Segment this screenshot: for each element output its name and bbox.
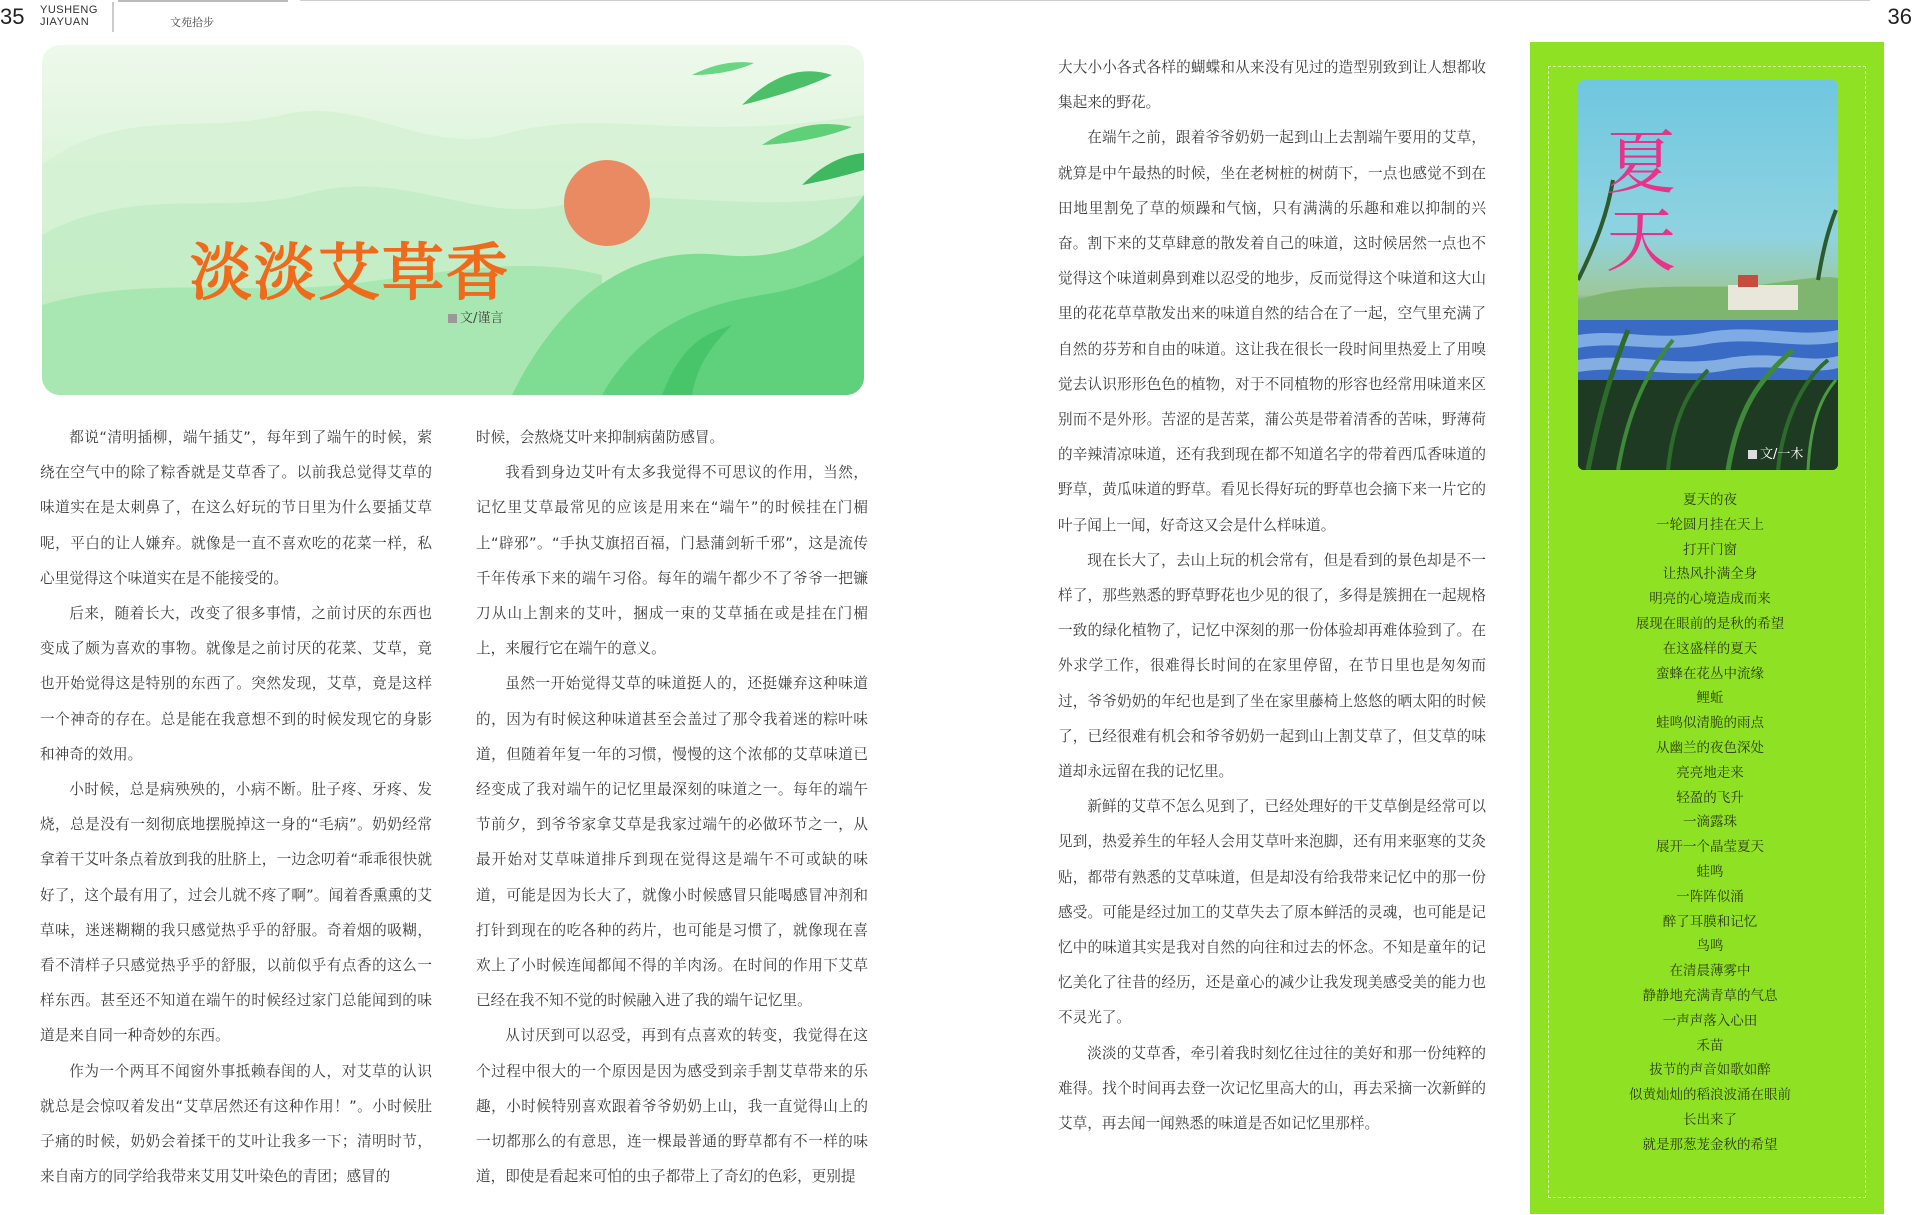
poem-title-char: 夏 bbox=[1606, 122, 1676, 204]
poem-line: 就是那葱茏金秋的希望 bbox=[1642, 1136, 1778, 1153]
poem-line: 长出来了 bbox=[1683, 1111, 1737, 1128]
paragraph-continued: 时候，会熬烧艾叶来抑制病菌防感冒。 bbox=[476, 429, 725, 446]
poem-line: 亮亮地走来 bbox=[1676, 764, 1744, 781]
article-title: 淡淡艾草香 bbox=[190, 236, 511, 309]
magazine-name-line1: YUSHENG bbox=[40, 4, 98, 16]
section-tag: 文苑拾步 bbox=[170, 16, 214, 29]
poem-line: 明亮的心境造成而来 bbox=[1649, 591, 1771, 608]
paragraph: 作为一个两耳不闻窗外事抵赖春闺的人，对艾草的认识就总是会惊叹着发出“艾草居然还有这种作用！”。小时候肚子痛的时候，奶奶会着揉干的艾叶让我多一下；清明时节，来自南方的同学给我带来艾用艾叶染色的青团；感冒的 bbox=[40, 1062, 432, 1186]
paragraph: 淡淡的艾草香，牵引着我时刻忆往过往的美好和那一份纯粹的难得。找个时间再去登一次记忆里高大的山，再去采摘一次新鲜的艾草，再去闻一闻熟悉的味道是否如记忆里那样。 bbox=[1058, 1044, 1486, 1133]
poem-line: 拔节的声音如歌如醉 bbox=[1649, 1062, 1771, 1079]
paragraph: 虽然一开始觉得艾草的味道挺人的，还挺嫌弃这种味道的，因为有时候这种味道甚至会盖过了那令我着迷的粽叶味道，但随着年复一年的习惯，慢慢的这个浓郁的艾草味道已经变成了我对端午的记忆里最深刻的味道之一。每年的端午节前夕，到爷爷家拿艾草是我家过端午的必做环节之一，从最开始对艾草味道排斥到现在觉得这是端午不可或缺的味道，可能是因为长大了，就像小时候感冒只能喝感冒冲剂和打针到现在的吃各种的药片，也可能是习惯了，就像现在喜欢上了小时候连闻都闻不得的羊肉汤。在时间的作用下艾草已经在我不知不觉的时候融入进了我的端午记忆里。 bbox=[476, 675, 868, 1010]
poem-line: 让热风扑满全身 bbox=[1662, 566, 1758, 583]
poem-byline-text: 文/一木 bbox=[1760, 447, 1804, 462]
page-number-right: 36 bbox=[1887, 4, 1912, 29]
magazine-name-line2: JIAYUAN bbox=[40, 16, 90, 28]
poem-line: 一阵阵似涌 bbox=[1676, 888, 1744, 905]
poem-line: 一滴露珠 bbox=[1683, 814, 1737, 831]
paragraph-continued: 大大小小各式各样的蝴蝶和从来没有见过的造型别致到让人想都收集起来的野花。 bbox=[1058, 59, 1486, 112]
poem-title bbox=[1606, 124, 1676, 280]
poem-line: 鸟鸣 bbox=[1696, 938, 1724, 955]
poem-line: 夏天的夜 bbox=[1683, 492, 1737, 508]
header-rule-left bbox=[118, 0, 288, 2]
poem-line: 一轮圆月挂在天上 bbox=[1656, 516, 1764, 533]
poem-line: 展现在眼前的是秋的希望 bbox=[1635, 615, 1785, 632]
poem-line: 蛙鸣似清脆的雨点 bbox=[1656, 715, 1764, 732]
poem-line: 似黄灿灿的稻浪波涌在眼前 bbox=[1629, 1087, 1791, 1104]
poem-line: 轻盈的飞升 bbox=[1676, 789, 1744, 806]
poem-line: 禾苗 bbox=[1696, 1037, 1724, 1054]
header-divider bbox=[112, 2, 114, 32]
poem-byline bbox=[1748, 443, 1803, 462]
article-column-3 bbox=[1058, 50, 1486, 1141]
poem-line: 打开门窗 bbox=[1683, 541, 1737, 558]
poem-line: 在清晨薄雾中 bbox=[1669, 963, 1751, 980]
poem-line: 蛮蜂在花丛中流缘 bbox=[1656, 665, 1764, 682]
poem-line: 醉了耳膜和记忆 bbox=[1662, 913, 1758, 930]
poem-line: 蛙鸣 bbox=[1696, 863, 1724, 880]
byline-square-icon bbox=[1748, 450, 1757, 459]
banner-illustration bbox=[42, 45, 864, 395]
poem-line: 从幽兰的夜色深处 bbox=[1656, 739, 1764, 756]
paragraph: 我看到身边艾叶有太多我觉得不可思议的作用，当然，记忆里艾草最常见的应该是用来在“端午”的时候挂在门楣上“辟邪”。“手执艾旗招百福，门悬蒲剑斩千邪”，这是流传千年传承下来的端午习俗。每年的端午都少不了爷爷一把镰刀从山上割来的艾叶，捆成一束的艾草插在或是挂在门楣上，来履行它在端午的意义。 bbox=[476, 464, 868, 658]
poem-text bbox=[1590, 488, 1830, 1158]
poem-title-char: 天 bbox=[1606, 200, 1676, 282]
header-rule-main bbox=[300, 0, 1870, 1]
paragraph: 都说“清明插柳，端午插艾”，每年到了端午的时候，萦绕在空气中的除了粽香就是艾草香了。以前我总觉得艾草的味道实在是太刺鼻了，在这么好玩的节日里为什么要插艾草呢，平白的让人嫌弃。就像是一直不喜欢吃的花菜一样，私心里觉得这个味道实在是不能接受的。 bbox=[40, 429, 432, 587]
paragraph: 后来，随着长大，改变了很多事情，之前讨厌的东西也变成了颇为喜欢的事物。就像是之前讨厌的花菜、艾草，竟也开始觉得这是特别的东西了。突然发现，艾草，竟是这样一个神奇的存在。总是能在我意想不到的时候发现它的身影和神奇的效用。 bbox=[40, 605, 432, 763]
poem-line: 一声声落入心田 bbox=[1662, 1012, 1758, 1029]
magazine-name bbox=[40, 4, 98, 28]
article-byline bbox=[448, 307, 503, 326]
article-column-2 bbox=[476, 420, 868, 1194]
poem-line: 鲤蚯 bbox=[1696, 690, 1724, 707]
poem-illustration bbox=[1578, 80, 1838, 470]
byline-square-icon bbox=[448, 314, 457, 323]
poem-line: 静静地充满青草的气息 bbox=[1642, 987, 1778, 1004]
poem-line: 展开一个晶莹夏天 bbox=[1656, 839, 1764, 856]
article-banner bbox=[42, 45, 864, 395]
paragraph: 现在长大了，去山上玩的机会常有，但是看到的景色却是不一样了，那些熟悉的野草野花也少见的很了，多得是簇拥在一起规格一致的绿化植物了，记忆中深刻的那一份体验却再难体验到了。在外求学工作，很难得长时间的在家里停留，在节日里也是匆匆而过，爷爷奶奶的年纪也是到了坐在家里藤椅上悠悠的晒太阳的时候了，已经很难有机会和爷爷奶奶一起到山上割艾草了，但艾草的味道却永远留在我的记忆里。 bbox=[1058, 551, 1486, 781]
paragraph: 在端午之前，跟着爷爷奶奶一起到山上去割端午要用的艾草，就算是中午最热的时候，坐在老树桩的树荫下，一点也感觉不到在田地里割免了草的烦躁和气恼，只有满满的乐趣和难以抑制的兴奋。割下来的艾草肆意的散发着自己的味道，这时候居然一点也不觉得这个味道刺鼻到难以忍受的地步，反而觉得这个味道和这大山里的花花草草散发出来的味道自然的结合在了一起，空气里充满了自然的芬芳和自由的味道。这让我在很长一段时间里热爱上了用嗅觉去认识形形色色的植物，对于不同植物的形容也经常用味道来区别而不是外形。苦涩的是苦菜，蒲公英是带着清香的苦味，野薄荷的辛辣清凉味道，还有我到现在都不知道名字的带着西瓜香味道的野草，黄瓜味道的野草。看见长得好玩的野草也会摘下来一片它的叶子闻上一闻，好奇这又会是什么样味道。 bbox=[1058, 129, 1486, 534]
byline-text: 文/谨言 bbox=[460, 311, 504, 326]
paragraph: 从讨厌到可以忍受，再到有点喜欢的转变，我觉得在这个过程中很大的一个原因是因为感受到亲手割艾草带来的乐趣，小时候特别喜欢跟着爷爷奶奶上山，我一直觉得山上的一切都那么的有意思，连一棵最普通的野草都有不一样的味道，即使是看起来可怕的虫子都带上了奇幻的色彩，更别提 bbox=[476, 1027, 868, 1186]
page-number-left: 35 bbox=[0, 4, 25, 29]
article-column-1 bbox=[40, 420, 432, 1194]
paragraph: 新鲜的艾草不怎么见到了，已经处理好的干艾草倒是经常可以见到，热爱养生的年轻人会用艾草叶来泡脚，还有用来驱寒的艾灸贴，都带有熟悉的艾草味道，但是却没有给我带来记忆中的那一份感受。可能是经过加工的艾草失去了原本鲜活的灵魂，也可能是记忆中的味道其实是我对自然的向往和过去的怀念。不知是童年的记忆美化了往昔的经历，还是童心的减少让我发现美感受美的能力也不灵光了。 bbox=[1058, 798, 1486, 1027]
paragraph: 小时候，总是病殃殃的，小病不断。肚子疼、牙疼、发烧，总是没有一刻彻底地摆脱掉这一身的“毛病”。奶奶经常拿着干艾叶条点着放到我的肚脐上，一边念叨着“乖乖很快就好了，这个最有用了，过会儿就不疼了啊”。闻着香熏熏的艾草味，迷迷糊糊的我只感觉热乎乎的舒服。奇着烟的吸糊，看不清样子只感觉热乎乎的舒服，以前似乎有点香的这么一样东西。甚至还不知道在端午的时候经过家门总能闻到的味道是来自同一种奇妙的东西。 bbox=[40, 781, 432, 1045]
poem-line: 在这盛样的夏天 bbox=[1662, 640, 1758, 657]
